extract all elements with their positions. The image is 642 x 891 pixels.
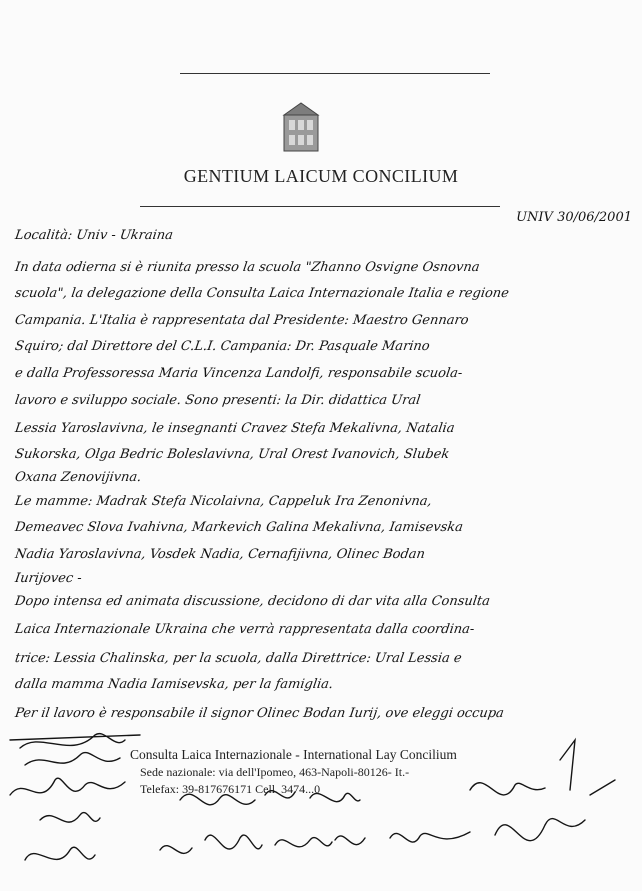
top-rule bbox=[180, 73, 490, 74]
handwritten-date: UNIV 30/06/2001 bbox=[516, 210, 632, 225]
letter-line: Campania. L'Italia è rappresentata dal Presidente: Maestro Gennaro bbox=[14, 313, 470, 328]
signature bbox=[25, 847, 95, 860]
signature bbox=[10, 778, 125, 795]
signature bbox=[180, 794, 255, 805]
letter-line: Laica Internazionale Ukraina che verrà rappresentata dalla coordina- bbox=[14, 622, 476, 637]
signature bbox=[390, 832, 470, 842]
letter-line: Le mamme: Madrak Stefa Nicolaivna, Cappeluk Ira Zenonivna, bbox=[14, 494, 433, 509]
signature bbox=[10, 735, 140, 740]
signature bbox=[40, 813, 100, 823]
letter-line: Oxana Zenovijivna. bbox=[14, 470, 143, 485]
header-divider bbox=[140, 206, 500, 207]
letter-line: trice: Lessia Chalinska, per la scuola, dalla Direttrice: Ural Lessia e bbox=[14, 651, 463, 666]
letter-line: Lessia Yaroslavivna, le insegnanti Cravez Stefa Mekalivna, Natalia bbox=[14, 421, 456, 436]
letter-line: Nadia Yaroslavivna, Vosdek Nadia, Cernafijivna, Olinec Bodan bbox=[14, 547, 426, 562]
letter-line: Demeavec Slova Ivahivna, Markevich Galina Mekalivna, Iamisevska bbox=[14, 520, 464, 535]
organization-name: GENTIUM LAICUM CONCILIUM bbox=[183, 166, 459, 186]
letter-line: Iurijovec - bbox=[14, 571, 83, 586]
letter-line: Dopo intensa ed animata discussione, decidono di dar vita alla Consulta bbox=[14, 594, 491, 609]
footer-org-name: Consulta Laica Internazionale - International Lay Concilium bbox=[130, 747, 457, 762]
signature bbox=[160, 846, 192, 854]
footer-address: Sede nazionale: via dell'Ipomeo, 463-Napoli-80126- It.- bbox=[140, 765, 410, 779]
signature bbox=[495, 819, 585, 841]
signature bbox=[590, 780, 615, 795]
signature bbox=[335, 836, 365, 845]
signature bbox=[25, 753, 120, 765]
council-emblem-icon bbox=[282, 101, 320, 153]
letter-line: Sukorska, Olga Bedric Boleslavivna, Ural Orest Ivanovich, Slubek bbox=[14, 447, 451, 462]
letter-line: lavoro e sviluppo sociale. Sono presenti: la Dir. didattica Ural bbox=[14, 393, 422, 408]
signature bbox=[560, 740, 575, 790]
signature bbox=[275, 838, 332, 847]
footer-phones: Telefax: 39-817676171 Cell. 3474...0 bbox=[140, 782, 321, 796]
letter-line: Località: Univ - Ukraina bbox=[14, 228, 174, 243]
letter-line: scuola", la delegazione della Consulta Laica Internazionale Italia e regione bbox=[14, 286, 510, 301]
letter-line: e dalla Professoressa Maria Vincenza Landolfi, responsabile scuola- bbox=[14, 366, 464, 381]
letter-line: dalla mamma Nadia Iamisevska, per la famiglia. bbox=[14, 677, 335, 692]
signature bbox=[205, 835, 262, 849]
signature bbox=[310, 793, 360, 801]
letter-line: In data odierna si è riunita presso la scuola "Zhanno Osvigne Osnovna bbox=[14, 260, 481, 275]
letter-line: Squiro; dal Direttore del C.L.I. Campania: Dr. Pasquale Marino bbox=[14, 339, 431, 354]
signatures-area bbox=[0, 720, 642, 891]
letter-line: Per il lavoro è responsabile il signor Olinec Bodan Iurij, ove eleggi occupa bbox=[14, 706, 505, 721]
signature bbox=[470, 783, 545, 795]
signature bbox=[265, 791, 295, 798]
